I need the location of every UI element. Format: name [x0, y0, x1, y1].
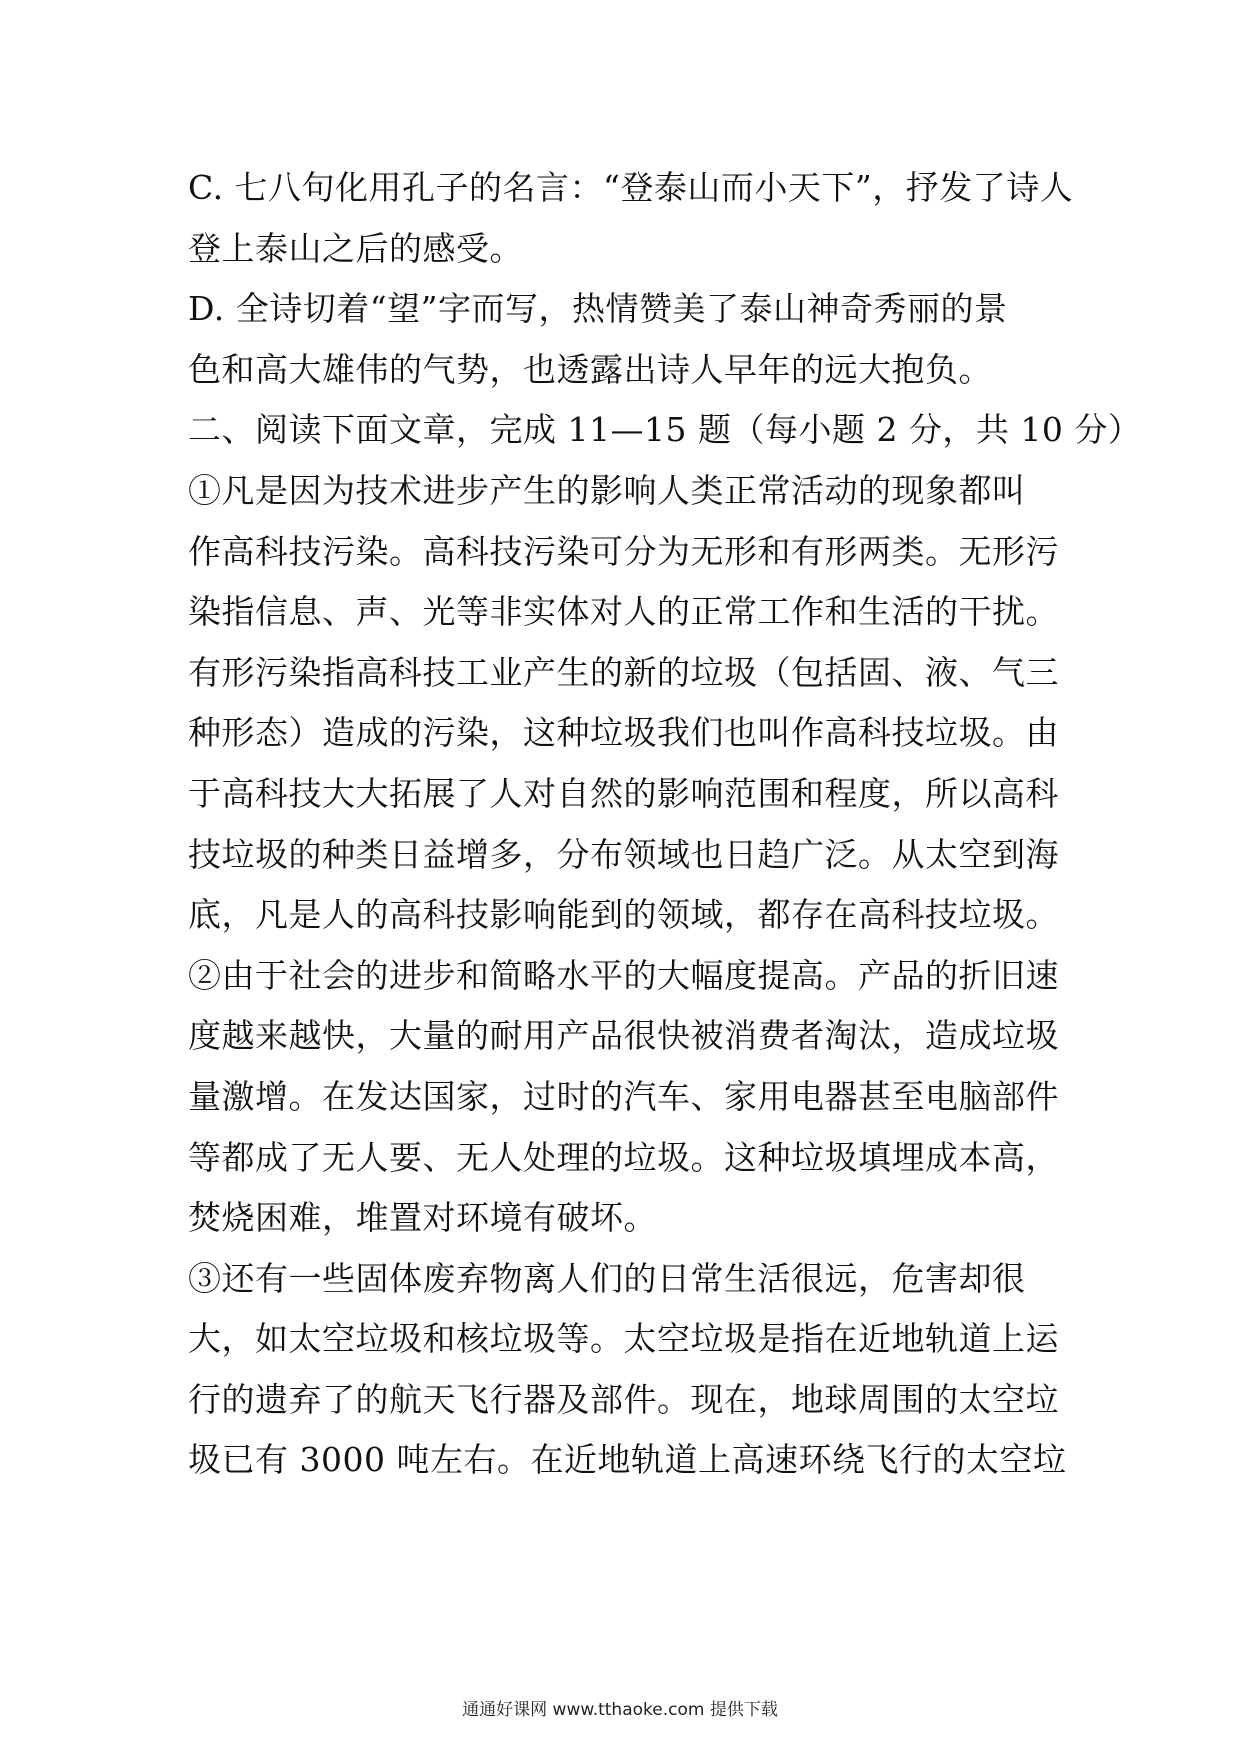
text-line: 底，凡是人的高科技影响能到的领域，都存在高科技垃圾。	[188, 895, 1059, 935]
text-line: 度越来越快，大量的耐用产品很快被消费者淘汰，造成垃圾	[188, 1016, 1059, 1056]
text-line: 行的遗弃了的航天飞行器及部件。现在，地球周围的太空垃	[188, 1379, 1059, 1419]
text-line: 登上泰山之后的感受。	[188, 228, 523, 268]
text-line: 有形污染指高科技工业产生的新的垃圾（包括固、液、气三	[188, 652, 1059, 692]
text-line: 于高科技大大拓展了人对自然的影响范围和程度，所以高科	[188, 773, 1059, 813]
text-line: C. 七八句化用孔子的名言：“登泰山而小天下”，抒发了诗人	[188, 168, 1074, 207]
text-line: ①凡是因为技术进步产生的影响人类正常活动的现象都叫	[188, 470, 1026, 510]
text-line: 量激增。在发达国家，过时的汽车、家用电器甚至电脑部件	[188, 1076, 1059, 1116]
text-line: ③还有一些固体废弃物离人们的日常生活很远，危害却很	[188, 1258, 1026, 1298]
text-line: ②由于社会的进步和简略水平的大幅度提高。产品的折旧速	[188, 955, 1059, 995]
text-line: 作高科技污染。高科技污染可分为无形和有形两类。无形污	[188, 531, 1059, 571]
text-line: 技垃圾的种类日益增多，分布领域也日趋广泛。从太空到海	[188, 834, 1059, 874]
text-line: 大，如太空垃圾和核垃圾等。太空垃圾是指在近地轨道上运	[188, 1319, 1059, 1359]
text-line: 焚烧困难，堆置对环境有破坏。	[188, 1198, 657, 1238]
text-line: 种形态）造成的污染，这种垃圾我们也叫作高科技垃圾。由	[188, 713, 1059, 753]
section-heading: 二、阅读下面文章，完成 11—15 题（每小题 2 分，共 10 分）	[188, 410, 1142, 450]
text-line: D. 全诗切着“望”字而写，热情赞美了泰山神奇秀丽的景	[188, 289, 1008, 329]
text-line: 圾已有 3000 吨左右。在近地轨道上高速环绕飞行的太空垃	[188, 1440, 1067, 1480]
page-footer: 通通好课网 www.tthaoke.com 提供下载	[462, 1700, 778, 1720]
text-line: 色和高大雄伟的气势，也透露出诗人早年的远大抱负。	[188, 349, 992, 389]
document-body	[188, 158, 1142, 1491]
text-line: 染指信息、声、光等非实体对人的正常工作和生活的干扰。	[188, 592, 1059, 632]
text-line: 等都成了无人要、无人处理的垃圾。这种垃圾填埋成本高，	[188, 1137, 1059, 1177]
